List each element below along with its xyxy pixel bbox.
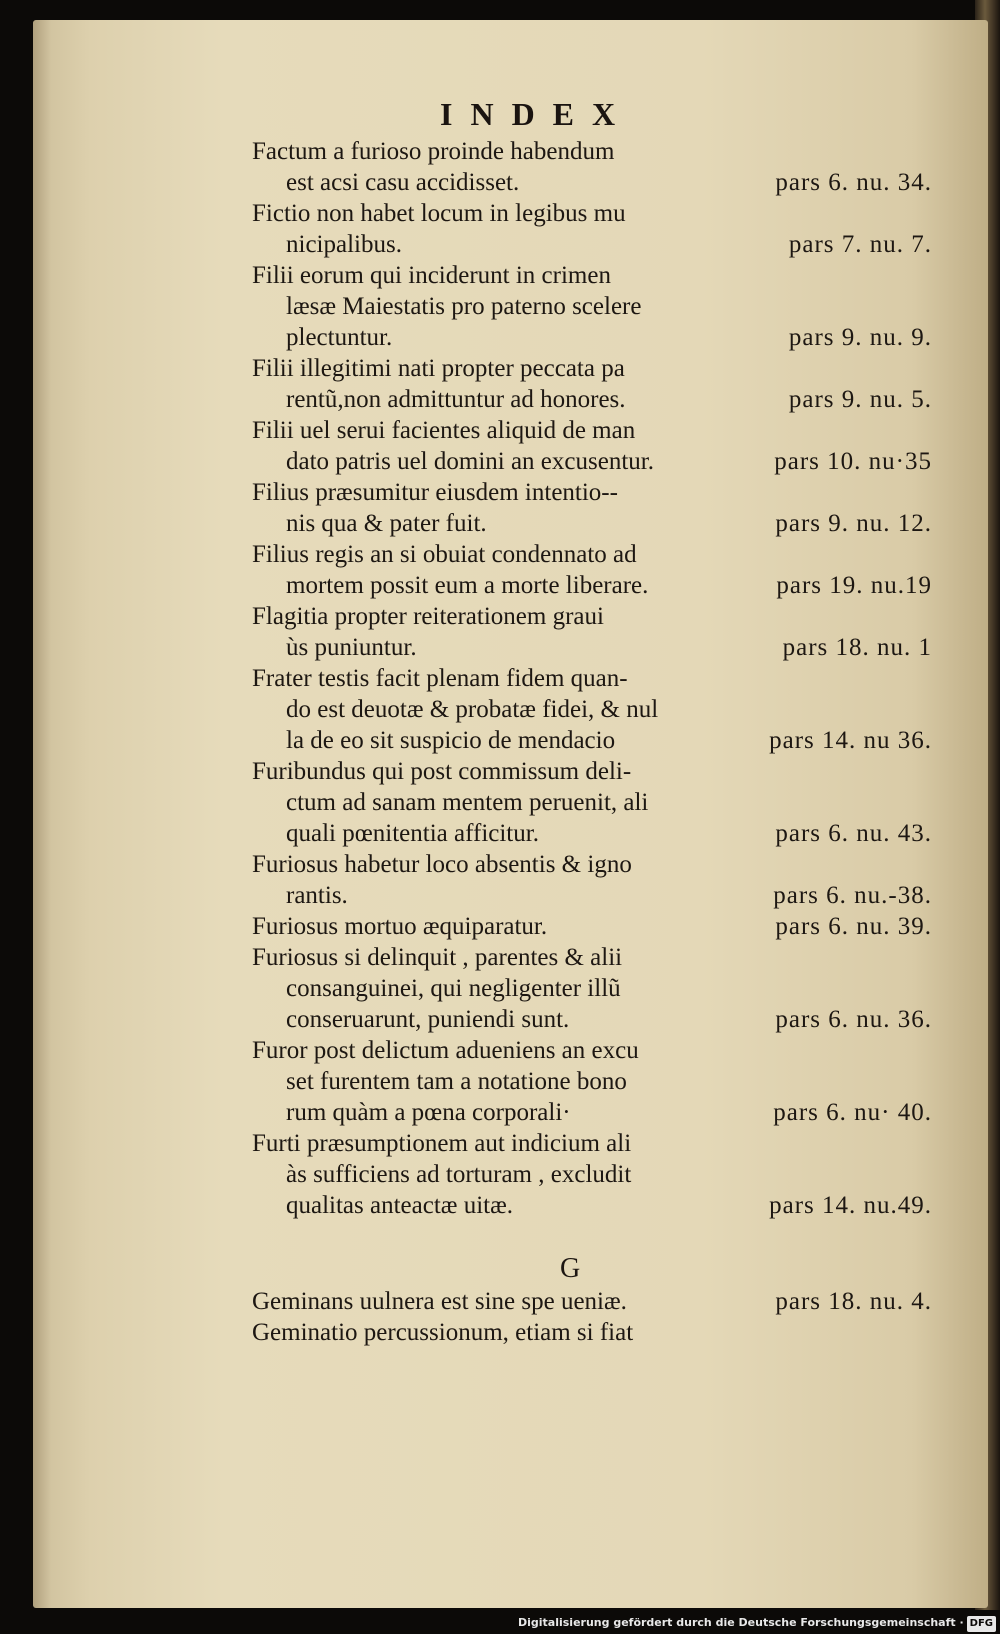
entry-text: ùs puniuntur. [286, 634, 417, 661]
entry-text: Furor post delictum adueniens an excu [252, 1037, 639, 1064]
entry-continuation-line [252, 291, 932, 322]
entry-reference: pars 19. nu.19 [776, 572, 932, 599]
entry-text: Frater testis facit plenam fidem quan- [252, 665, 628, 692]
index-entry [252, 1035, 932, 1128]
entry-text: qualitas anteactæ uitæ. [286, 1192, 514, 1219]
entry-headword-line [252, 911, 932, 942]
entry-text: Filius regis an si obuiat condennato ad [252, 541, 637, 568]
entry-reference: pars 14. nu 36. [769, 727, 932, 754]
entry-reference: pars 6. nu· 40. [773, 1099, 932, 1126]
entry-text: consanguinei, qui negligenter illũ [286, 975, 621, 1002]
entry-continuation-line [252, 1097, 932, 1128]
entry-continuation-line [252, 167, 932, 198]
entry-text: Filii eorum qui inciderunt in crimen [252, 262, 611, 289]
entry-text: Furiosus mortuo æquiparatur. [252, 913, 548, 940]
entry-text: Geminans uulnera est sine spe ueniæ. [252, 1288, 627, 1315]
entry-text: Flagitia propter reiterationem graui [252, 603, 604, 630]
index-entry [252, 1317, 932, 1348]
entry-continuation-line [252, 1066, 932, 1097]
entry-headword-line [252, 601, 932, 632]
entry-text: mortem possit eum a morte liberare. [286, 572, 649, 599]
entry-reference: pars 6. nu. 39. [775, 913, 932, 940]
index-entry [252, 1286, 932, 1317]
entry-text: ctum ad sanam mentem peruenit, ali [286, 789, 649, 816]
entry-headword-line [252, 942, 932, 973]
entry-headword-line [252, 1128, 932, 1159]
index-entry [252, 1128, 932, 1221]
entry-reference: pars 9. nu. 12. [775, 510, 932, 537]
index-entry [252, 849, 932, 911]
entry-reference: pars 6. nu. 36. [775, 1006, 932, 1033]
entry-headword-line [252, 539, 932, 570]
entry-text: Furibundus qui post commissum deli- [252, 758, 632, 785]
entry-text: dato patris uel domini an excusentur. [286, 448, 654, 475]
entry-headword-line [252, 136, 932, 167]
dfg-logo: DFG [967, 1616, 996, 1632]
page-gutter-shadow [33, 20, 51, 1608]
index-entry [252, 663, 932, 756]
entry-text: la de eo sit suspicio de mendacio [286, 727, 616, 754]
entry-continuation-line [252, 570, 932, 601]
entry-continuation-line [252, 787, 932, 818]
entry-text: læsæ Maiestatis pro paterno scelere [286, 293, 642, 320]
entry-text: Factum a furioso proinde habendum [252, 138, 615, 165]
index-entries-g [252, 1286, 932, 1348]
entry-continuation-line [252, 446, 932, 477]
index-entry [252, 756, 932, 849]
entry-text: Filii illegitimi nati propter peccata pa [252, 355, 625, 382]
entry-reference: pars 6. nu.-38. [773, 882, 932, 909]
entry-headword-line [252, 663, 932, 694]
page-header: INDEX [440, 96, 634, 132]
entry-reference: pars 6. nu. 34. [775, 169, 932, 196]
entry-reference: pars 6. nu. 43. [775, 820, 932, 847]
entry-continuation-line [252, 694, 932, 725]
entry-continuation-line [252, 1159, 932, 1190]
entry-continuation-line [252, 1004, 932, 1035]
index-entries [252, 136, 932, 1221]
entry-continuation-line [252, 508, 932, 539]
index-entry [252, 260, 932, 353]
footer-text: Digitalisierung gefördert durch die Deutsche Forschungsgemeinschaft · [517, 1616, 964, 1629]
entry-text: Filii uel serui facientes aliquid de man [252, 417, 636, 444]
index-entry [252, 942, 932, 1035]
entry-text: Filius præsumitur eiusdem intentio-- [252, 479, 618, 506]
entry-continuation-line [252, 229, 932, 260]
entry-reference: pars 9. nu. 5. [788, 386, 932, 413]
entry-continuation-line [252, 384, 932, 415]
entry-headword-line [252, 1286, 932, 1317]
index-entry [252, 601, 932, 663]
entry-headword-line [252, 415, 932, 446]
index-entry [252, 198, 932, 260]
entry-text: rentũ,non admittuntur ad honores. [286, 386, 626, 413]
index-entry [252, 477, 932, 539]
entry-reference: pars 18. nu. 1 [782, 634, 932, 661]
entry-reference: pars 9. nu. 9. [788, 324, 932, 351]
entry-text: set furentem tam a notatione bono [286, 1068, 627, 1095]
entry-continuation-line [252, 880, 932, 911]
entry-text: plectuntur. [286, 324, 393, 351]
entry-headword-line [252, 849, 932, 880]
entry-continuation-line [252, 1190, 932, 1221]
index-entry [252, 539, 932, 601]
entry-text: nis qua & pater fuit. [286, 510, 487, 537]
entry-text: Furti præsumptionem aut indicium ali [252, 1130, 632, 1157]
entry-text: rum quàm a pœna corporali· [286, 1099, 571, 1126]
entry-text: est acsi casu accidisset. [286, 169, 520, 196]
entry-headword-line [252, 756, 932, 787]
entry-headword-line [252, 477, 932, 508]
entry-text: quali pœnitentia afficitur. [286, 820, 539, 847]
entry-reference: pars 7. nu. 7. [788, 231, 932, 258]
entry-text: Furiosus si delinquit , parentes & alii [252, 944, 623, 971]
entry-text: rantis. [286, 882, 348, 909]
entry-continuation-line [252, 322, 932, 353]
entry-headword-line [252, 198, 932, 229]
entry-reference: pars 14. nu.49. [769, 1192, 932, 1219]
entry-headword-line [252, 260, 932, 291]
entry-headword-line [252, 1317, 932, 1348]
entry-continuation-line [252, 632, 932, 663]
index-entry [252, 136, 932, 198]
entry-text: às sufficiens ad torturam , excludit [286, 1161, 632, 1188]
entry-reference: pars 10. nu·35 [774, 448, 932, 475]
section-letter: G [560, 1253, 581, 1284]
footer-credit [518, 1615, 996, 1631]
entry-headword-line [252, 353, 932, 384]
entry-continuation-line [252, 973, 932, 1004]
entry-text: do est deuotæ & probatæ fidei, & nul [286, 696, 659, 723]
entry-text: Geminatio percussionum, etiam si fiat [252, 1319, 634, 1346]
entry-reference: pars 18. nu. 4. [775, 1288, 932, 1315]
entry-continuation-line [252, 818, 932, 849]
entry-headword-line [252, 1035, 932, 1066]
entry-text: Furiosus habetur loco absentis & igno [252, 851, 632, 878]
index-entry [252, 911, 932, 942]
entry-text: nicipalibus. [286, 231, 402, 258]
index-entry [252, 353, 932, 415]
index-entry [252, 415, 932, 477]
entry-text: conseruarunt, puniendi sunt. [286, 1006, 570, 1033]
entry-continuation-line [252, 725, 932, 756]
entry-text: Fictio non habet locum in legibus mu [252, 200, 626, 227]
